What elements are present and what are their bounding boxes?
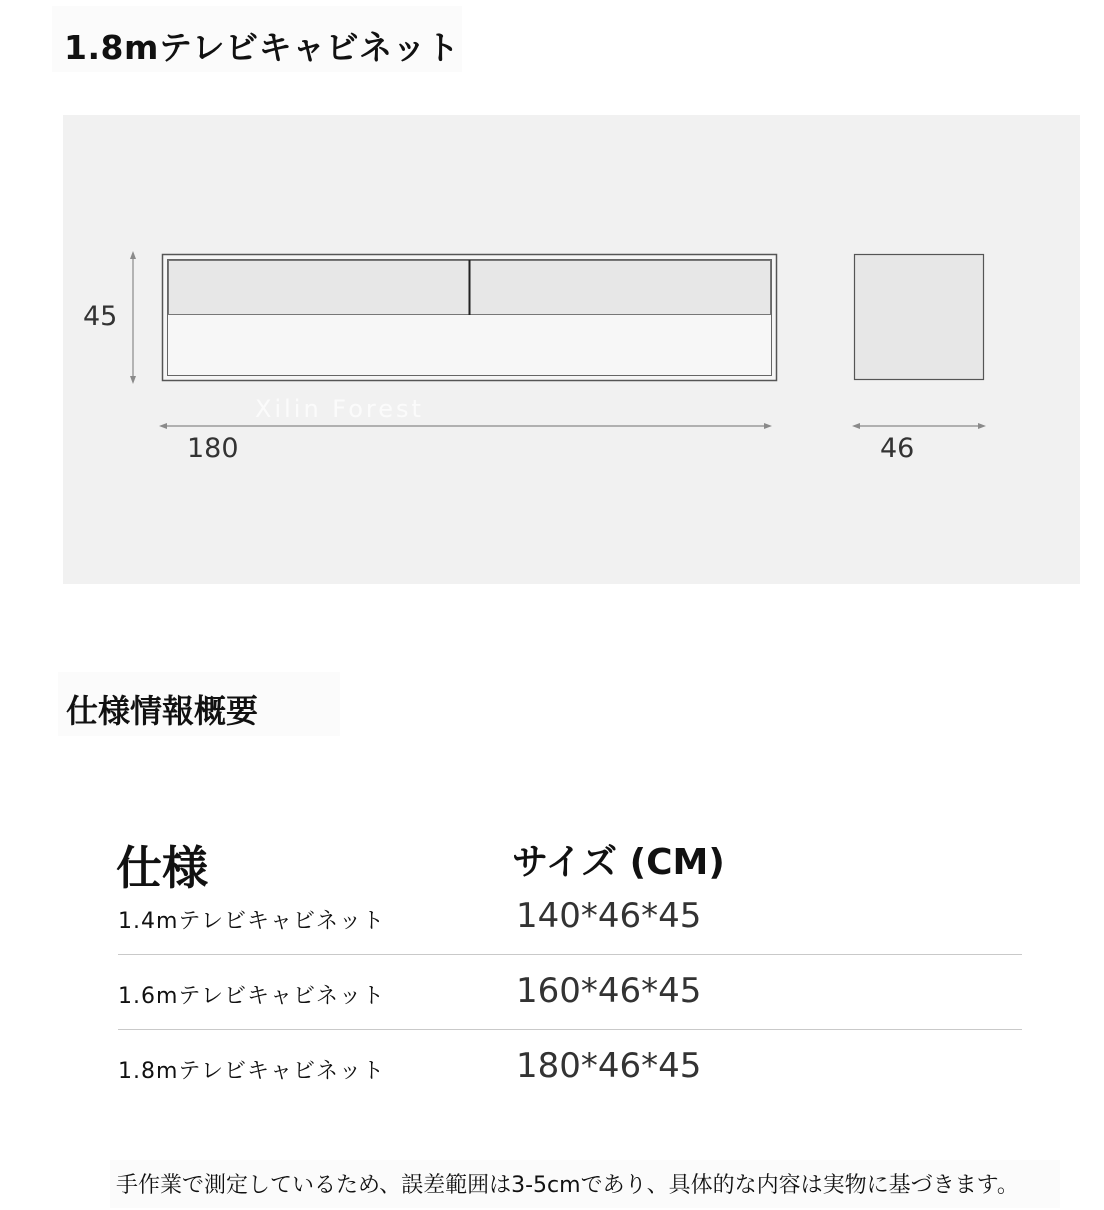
row-size-value: 140*46*45 <box>516 896 702 936</box>
page-title: 1.8mテレビキャビネット <box>64 28 460 67</box>
row-size-value: 180*46*45 <box>516 1046 702 1086</box>
table-row <box>110 1030 1030 1106</box>
size-column-header: サイズ (CM) <box>512 842 725 883</box>
row-model-name: 1.4mテレビキャビネット <box>118 909 385 934</box>
height-label: 45 <box>83 301 118 332</box>
dimension-diagram <box>63 115 1080 584</box>
section-title: 仕様情報概要 <box>66 692 259 730</box>
left-drawer <box>169 261 470 315</box>
depth-label: 46 <box>880 433 915 464</box>
spec-column-header: 仕様 <box>116 841 208 895</box>
row-model-name: 1.6mテレビキャビネット <box>118 984 385 1009</box>
side-view <box>855 255 984 380</box>
row-model-name: 1.8mテレビキャビネット <box>118 1059 385 1084</box>
watermark: Xilin Forest <box>255 395 424 423</box>
right-drawer <box>470 261 771 315</box>
width-arrow-left <box>159 423 167 429</box>
depth-arrow-right <box>978 423 986 429</box>
height-arrow-top <box>130 251 136 259</box>
depth-arrow-left <box>852 423 860 429</box>
measurement-note: 手作業で測定しているため、誤差範囲は3-5cmであり、具体的な内容は実物に基づきます。 <box>116 1173 1019 1198</box>
row-size-value: 160*46*45 <box>516 971 702 1011</box>
width-arrow-right <box>764 423 772 429</box>
cabinet-drawing <box>63 115 1080 584</box>
height-arrow-bottom <box>130 376 136 384</box>
table-row <box>110 955 1030 1031</box>
width-label: 180 <box>187 433 239 464</box>
table-row <box>110 880 1030 956</box>
